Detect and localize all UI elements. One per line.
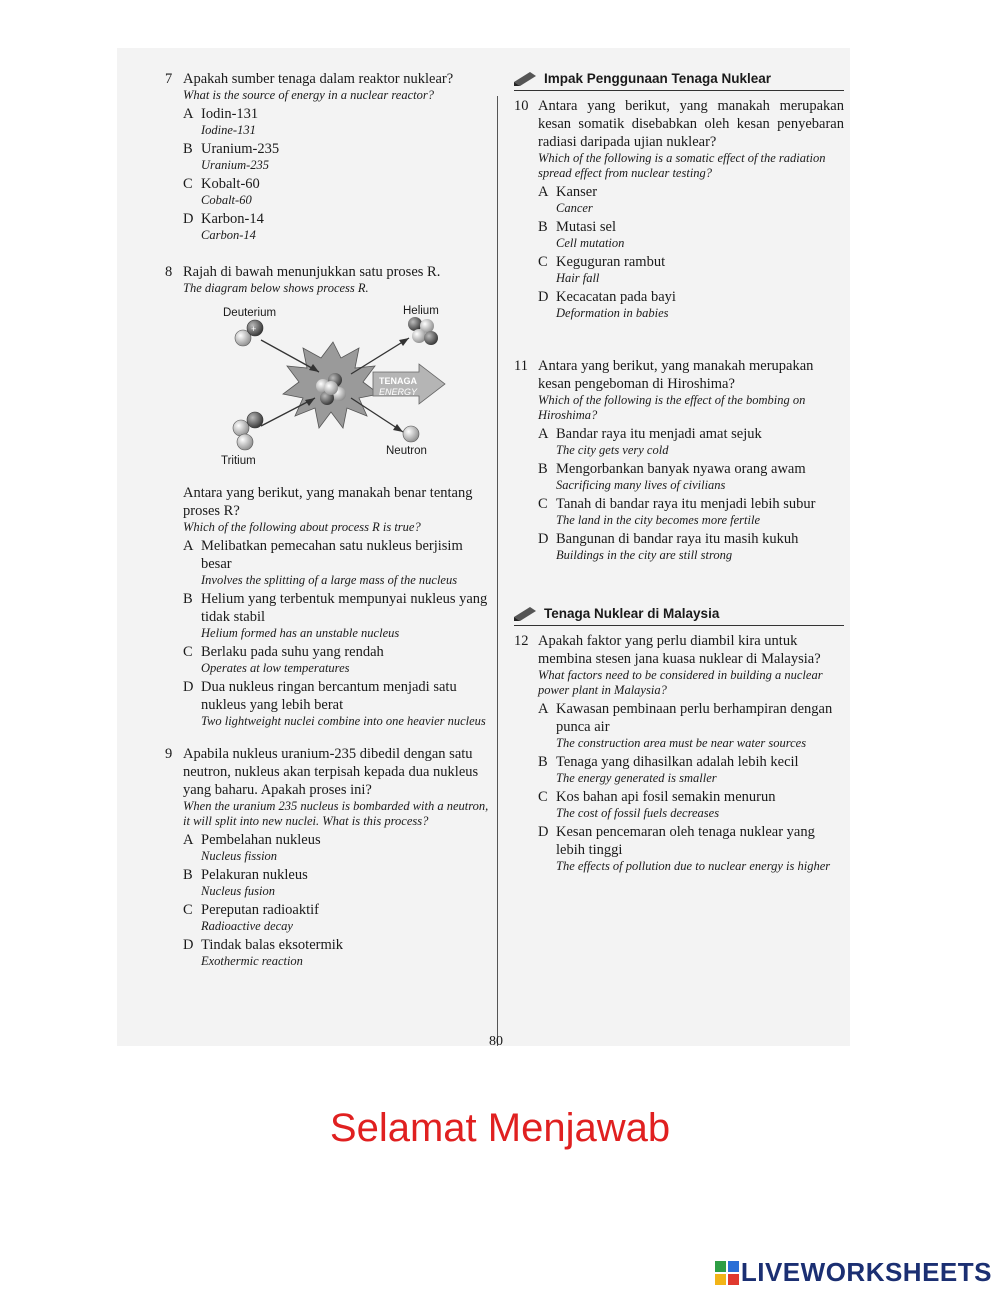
question-7 xyxy=(165,70,490,243)
option-en: Deformation in babies xyxy=(556,306,669,320)
page-number: 80 xyxy=(489,1034,503,1046)
option-c[interactable]: C Kobalt-60 Cobalt-60 xyxy=(183,175,490,208)
fusion-diagram xyxy=(183,302,483,478)
option-en: Involves the splitting of a large mass of the nucleus xyxy=(201,573,458,587)
option-en: Radioactive decay xyxy=(201,919,293,933)
liveworksheets-icon xyxy=(715,1261,739,1285)
option-ms: Berlaku pada suhu yang rendah xyxy=(201,644,384,660)
question-9 xyxy=(165,745,490,969)
option-d[interactable]: D Tindak balas eksotermik Exothermic reaction xyxy=(183,936,490,969)
question-text-en: What factors need to be considered in building a nuclear power plant in Malaysia? xyxy=(538,668,823,697)
option-en: Iodine-131 xyxy=(201,123,256,137)
option-en: Nucleus fission xyxy=(201,849,278,863)
option-b[interactable]: B Mutasi sel Cell mutation xyxy=(538,218,844,251)
stem-ms: Antara yang berikut, yang manakah benar tentang proses R? xyxy=(183,485,473,519)
option-en: Two lightweight nuclei combine into one heavier nucleus xyxy=(201,714,486,728)
option-en: The construction area must be near water sources xyxy=(556,736,807,750)
option-ms: Kawasan pembinaan perlu berhampiran dengan punca air xyxy=(556,701,833,735)
label-deuterium: Deuterium xyxy=(223,307,277,319)
question-text-en: The diagram below shows process R. xyxy=(183,281,369,295)
option-a[interactable]: A Bandar raya itu menjadi amat sejuk The city gets very cold xyxy=(538,425,844,458)
question-number: 12 xyxy=(514,633,529,649)
brand-name: LIVEWORKSHEETS xyxy=(740,1257,992,1287)
option-ms: Kobalt-60 xyxy=(201,176,260,192)
question-text-ms: Apakah sumber tenaga dalam reaktor nuklear? xyxy=(183,71,454,87)
option-ms: Pembelahan nukleus xyxy=(201,832,321,848)
option-a[interactable]: A Kawasan pembinaan perlu berhampiran dengan punca air The construction area must be near water sources xyxy=(538,700,844,751)
option-en: The energy generated is smaller xyxy=(556,771,717,785)
pencil-icon xyxy=(514,72,536,86)
option-c[interactable]: C Kos bahan api fosil semakin menurun The cost of fossil fuels decreases xyxy=(538,788,844,821)
option-a[interactable]: A Pembelahan nukleus Nucleus fission xyxy=(183,831,490,864)
option-d[interactable]: D Karbon-14 Carbon-14 xyxy=(183,210,490,243)
option-d[interactable]: D Kecacatan pada bayi Deformation in babies xyxy=(538,288,844,321)
option-ms: Karbon-14 xyxy=(201,211,264,227)
option-c[interactable]: C Berlaku pada suhu yang rendah Operates at low temperatures xyxy=(183,643,490,676)
scanned-page xyxy=(117,48,850,1046)
option-c[interactable]: C Pereputan radioaktif Radioactive decay xyxy=(183,901,490,934)
column-divider xyxy=(497,96,498,1046)
option-b[interactable]: B Uranium-235 Uranium-235 xyxy=(183,140,490,173)
question-text-ms: Rajah di bawah menunjukkan satu proses R. xyxy=(183,264,441,280)
option-b[interactable]: B Pelakuran nukleus Nucleus fusion xyxy=(183,866,490,899)
option-ms: Iodin-131 xyxy=(201,106,259,122)
section-title: Tenaga Nuklear di Malaysia xyxy=(544,606,720,621)
option-c[interactable]: C Tanah di bandar raya itu menjadi lebih subur The land in the city becomes more fertile xyxy=(538,495,844,528)
option-ms: Uranium-235 xyxy=(201,141,280,157)
option-en: Cancer xyxy=(556,201,593,215)
question-text-ms: Antara yang berikut, yang manakah merupakan kesan somatik disebabkan oleh kesan penyebaran radiasi daripada ujian nuklear? xyxy=(538,98,844,150)
question-number: 7 xyxy=(165,71,173,87)
label-energy: ENERGY xyxy=(379,387,418,397)
option-ms: Mutasi sel xyxy=(556,219,617,235)
option-b[interactable]: B Tenaga yang dihasilkan adalah lebih kecil The energy generated is smaller xyxy=(538,753,844,786)
option-en: Sacrificing many lives of civilians xyxy=(556,478,726,492)
option-en: Cell mutation xyxy=(556,236,625,250)
option-b[interactable]: B Helium yang terbentuk mempunyai nukleus yang tidak stabil Helium formed has an unstable nucleus xyxy=(183,590,490,641)
option-a[interactable]: A Melibatkan pemecahan satu nukleus berjisim besar Involves the splitting of a large mass of the nucleus xyxy=(183,537,490,588)
right-column xyxy=(514,70,844,880)
pencil-icon xyxy=(514,607,536,621)
option-d[interactable]: D Kesan pencemaran oleh tenaga nuklear yang lebih tinggi The effects of pollution due to nuclear energy is higher xyxy=(538,823,844,874)
brand-logo xyxy=(715,1257,992,1288)
label-tritium: Tritium xyxy=(221,455,256,467)
section-header-impak xyxy=(514,70,844,91)
option-ms: Helium yang terbentuk mempunyai nukleus yang tidak stabil xyxy=(201,591,488,625)
option-ms: Bandar raya itu menjadi amat sejuk xyxy=(556,426,762,442)
question-number: 11 xyxy=(514,358,528,374)
option-en: Carbon-14 xyxy=(201,228,256,242)
option-en: The effects of pollution due to nuclear energy is higher xyxy=(556,859,831,873)
option-a[interactable]: A Kanser Cancer xyxy=(538,183,844,216)
option-ms: Keguguran rambut xyxy=(556,254,666,270)
question-text-en: Which of the following is the effect of the bombing on Hiroshima? xyxy=(538,393,806,422)
option-ms: Mengorbankan banyak nyawa orang awam xyxy=(556,461,806,477)
option-en: Operates at low temperatures xyxy=(201,661,350,675)
label-helium: Helium xyxy=(403,305,439,317)
option-c[interactable]: C Keguguran rambut Hair fall xyxy=(538,253,844,286)
question-10 xyxy=(514,97,844,321)
question-text-ms: Apakah faktor yang perlu diambil kira untuk membina stesen jana kuasa nuklear di Malaysia? xyxy=(538,633,821,667)
closing-message: Selamat Menjawab xyxy=(329,1106,671,1150)
option-ms: Tenaga yang dihasilkan adalah lebih kecil xyxy=(556,754,799,770)
option-ms: Tanah di bandar raya itu menjadi lebih subur xyxy=(556,496,816,512)
section-title: Impak Penggunaan Tenaga Nuklear xyxy=(544,71,772,86)
stem-en: Which of the following about process R is true? xyxy=(183,520,421,534)
option-ms: Kos bahan api fosil semakin menurun xyxy=(556,789,776,805)
option-ms: Kecacatan pada bayi xyxy=(556,289,676,305)
option-ms: Kanser xyxy=(556,184,598,200)
question-11 xyxy=(514,357,844,563)
option-en: Buildings in the city are still strong xyxy=(556,548,733,562)
option-b[interactable]: B Mengorbankan banyak nyawa orang awam Sacrificing many lives of civilians xyxy=(538,460,844,493)
option-ms: Dua nukleus ringan bercantum menjadi satu nukleus yang lebih berat xyxy=(201,679,457,713)
option-d[interactable]: D Bangunan di bandar raya itu masih kukuh Buildings in the city are still strong xyxy=(538,530,844,563)
question-number: 8 xyxy=(165,264,173,280)
option-d[interactable]: D Dua nukleus ringan bercantum menjadi satu nukleus yang lebih berat Two lightweight nuclei combine into one heavier nucleus xyxy=(183,678,490,729)
label-tenaga: TENAGA xyxy=(379,376,417,386)
option-ms: Kesan pencemaran oleh tenaga nuklear yang lebih tinggi xyxy=(556,824,815,858)
question-text-en: When the uranium 235 nucleus is bombarded with a neutron, it will split into new nuclei. What is this process? xyxy=(183,799,489,828)
question-8 xyxy=(165,263,490,729)
option-en: Nucleus fusion xyxy=(201,884,275,898)
question-12 xyxy=(514,632,844,874)
option-ms: Bangunan di bandar raya itu masih kukuh xyxy=(556,531,799,547)
section-header-malaysia xyxy=(514,605,844,626)
option-en: Helium formed has an unstable nucleus xyxy=(201,626,400,640)
svg-text:+: + xyxy=(251,324,257,334)
option-en: The land in the city becomes more fertile xyxy=(556,513,760,527)
question-number: 9 xyxy=(165,746,173,762)
option-en: Cobalt-60 xyxy=(201,193,252,207)
left-column xyxy=(165,70,490,975)
question-text-ms: Apabila nukleus uranium-235 dibedil dengan satu neutron, nukleus akan terpisah kepada dua nukleus yang baharu. Apakah proses ini? xyxy=(183,746,479,798)
option-ms: Tindak balas eksotermik xyxy=(201,937,344,953)
option-en: Exothermic reaction xyxy=(201,954,303,968)
option-en: The cost of fossil fuels decreases xyxy=(556,806,720,820)
option-ms: Melibatkan pemecahan satu nukleus berjisim besar xyxy=(201,538,463,572)
option-en: Hair fall xyxy=(556,271,600,285)
question-text-en: What is the source of energy in a nuclear reactor? xyxy=(183,88,434,102)
option-en: The city gets very cold xyxy=(556,443,669,457)
question-text-en: Which of the following is a somatic effect of the radiation spread effect from nuclear testing? xyxy=(538,151,826,180)
option-en: Uranium-235 xyxy=(201,158,270,172)
label-neutron: Neutron xyxy=(386,445,427,457)
option-ms: Pereputan radioaktif xyxy=(201,902,319,918)
question-number: 10 xyxy=(514,98,529,114)
option-ms: Pelakuran nukleus xyxy=(201,867,308,883)
option-a[interactable]: A Iodin-131 Iodine-131 xyxy=(183,105,490,138)
question-text-ms: Antara yang berikut, yang manakah merupakan kesan pengeboman di Hiroshima? xyxy=(538,358,814,392)
